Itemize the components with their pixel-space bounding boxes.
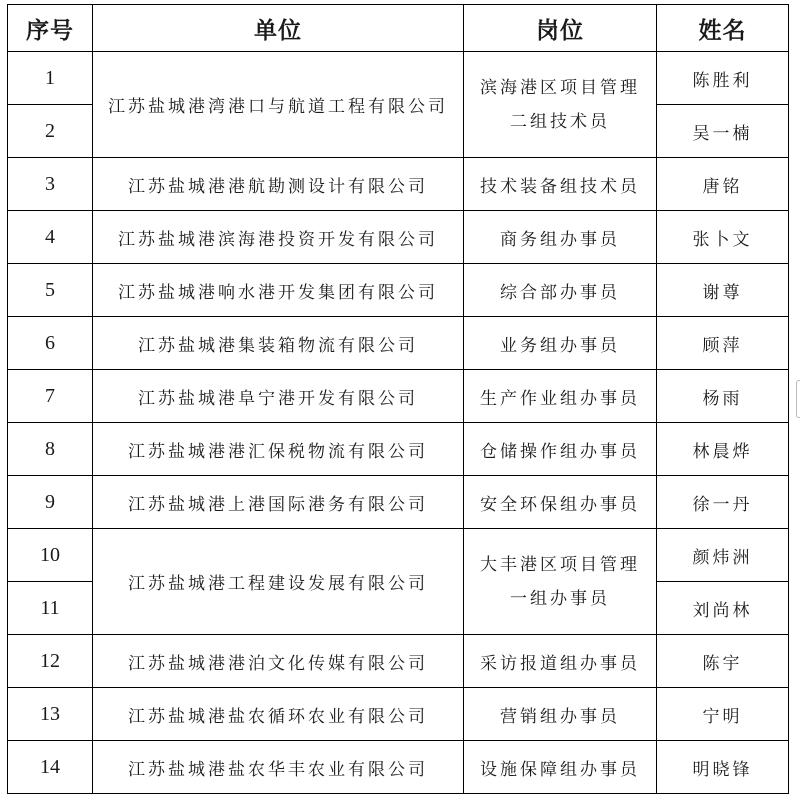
row-index: 7 — [8, 370, 93, 423]
row-name: 林晨烨 — [657, 423, 789, 476]
table-row — [8, 635, 789, 688]
row-name: 张卜文 — [657, 211, 789, 264]
row-index: 12 — [8, 635, 93, 688]
row-index: 5 — [8, 264, 93, 317]
table-row — [8, 476, 789, 529]
row-index: 6 — [8, 317, 93, 370]
row-index: 2 — [8, 105, 93, 158]
table-row — [8, 688, 789, 741]
row-company: 江苏盐城港响水港开发集团有限公司 — [93, 264, 464, 317]
row-name: 谢尊 — [657, 264, 789, 317]
row-name: 徐一丹 — [657, 476, 789, 529]
header-company: 单位 — [93, 5, 464, 52]
row-name: 刘尚林 — [657, 582, 789, 635]
row-company: 江苏盐城港湾港口与航道工程有限公司 — [93, 52, 464, 158]
row-name: 明晓锋 — [657, 741, 789, 794]
row-position: 综合部办事员 — [464, 264, 657, 317]
row-index: 4 — [8, 211, 93, 264]
row-position: 安全环保组办事员 — [464, 476, 657, 529]
row-index: 1 — [8, 52, 93, 105]
row-position: 采访报道组办事员 — [464, 635, 657, 688]
row-name: 陈宇 — [657, 635, 789, 688]
header-index: 序号 — [8, 5, 93, 52]
row-index: 13 — [8, 688, 93, 741]
row-position: 商务组办事员 — [464, 211, 657, 264]
table-row — [8, 317, 789, 370]
row-position: 仓储操作组办事员 — [464, 423, 657, 476]
row-company: 江苏盐城港港航勘测设计有限公司 — [93, 158, 464, 211]
row-name: 吴一楠 — [657, 105, 789, 158]
row-company: 江苏盐城港集装箱物流有限公司 — [93, 317, 464, 370]
row-company: 江苏盐城港港汇保税物流有限公司 — [93, 423, 464, 476]
row-position — [464, 529, 657, 635]
row-company: 江苏盐城港港泊文化传媒有限公司 — [93, 635, 464, 688]
table-row — [8, 529, 789, 582]
row-index: 8 — [8, 423, 93, 476]
row-position-line2: 一组办事员 — [510, 588, 610, 609]
row-index: 9 — [8, 476, 93, 529]
header-name: 姓名 — [657, 5, 789, 52]
row-company: 江苏盐城港阜宁港开发有限公司 — [93, 370, 464, 423]
table-row — [8, 158, 789, 211]
row-position: 营销组办事员 — [464, 688, 657, 741]
row-position-line2: 二组技术员 — [510, 111, 610, 132]
table-header-row — [8, 5, 789, 52]
row-index: 3 — [8, 158, 93, 211]
row-index: 11 — [8, 582, 93, 635]
table-row — [8, 52, 789, 105]
table-row — [8, 741, 789, 794]
row-name: 唐铭 — [657, 158, 789, 211]
row-company: 江苏盐城港上港国际港务有限公司 — [93, 476, 464, 529]
table-row — [8, 423, 789, 476]
scroll-edge-marker — [796, 380, 800, 418]
row-index: 10 — [8, 529, 93, 582]
personnel-table — [7, 4, 789, 794]
row-position: 设施保障组办事员 — [464, 741, 657, 794]
row-name: 陈胜利 — [657, 52, 789, 105]
row-index: 14 — [8, 741, 93, 794]
row-company: 江苏盐城港盐农华丰农业有限公司 — [93, 741, 464, 794]
row-name: 宁明 — [657, 688, 789, 741]
row-position: 生产作业组办事员 — [464, 370, 657, 423]
header-position: 岗位 — [464, 5, 657, 52]
row-position-line1: 大丰港区项目管理 — [480, 554, 640, 575]
row-position-line1: 滨海港区项目管理 — [480, 77, 640, 98]
row-name: 顾萍 — [657, 317, 789, 370]
row-name: 颜炜洲 — [657, 529, 789, 582]
row-position: 技术装备组技术员 — [464, 158, 657, 211]
row-company: 江苏盐城港工程建设发展有限公司 — [93, 529, 464, 635]
row-company: 江苏盐城港滨海港投资开发有限公司 — [93, 211, 464, 264]
row-company: 江苏盐城港盐农循环农业有限公司 — [93, 688, 464, 741]
row-position: 业务组办事员 — [464, 317, 657, 370]
row-position — [464, 52, 657, 158]
table-row — [8, 264, 789, 317]
row-name: 杨雨 — [657, 370, 789, 423]
table-row — [8, 370, 789, 423]
table-row — [8, 211, 789, 264]
